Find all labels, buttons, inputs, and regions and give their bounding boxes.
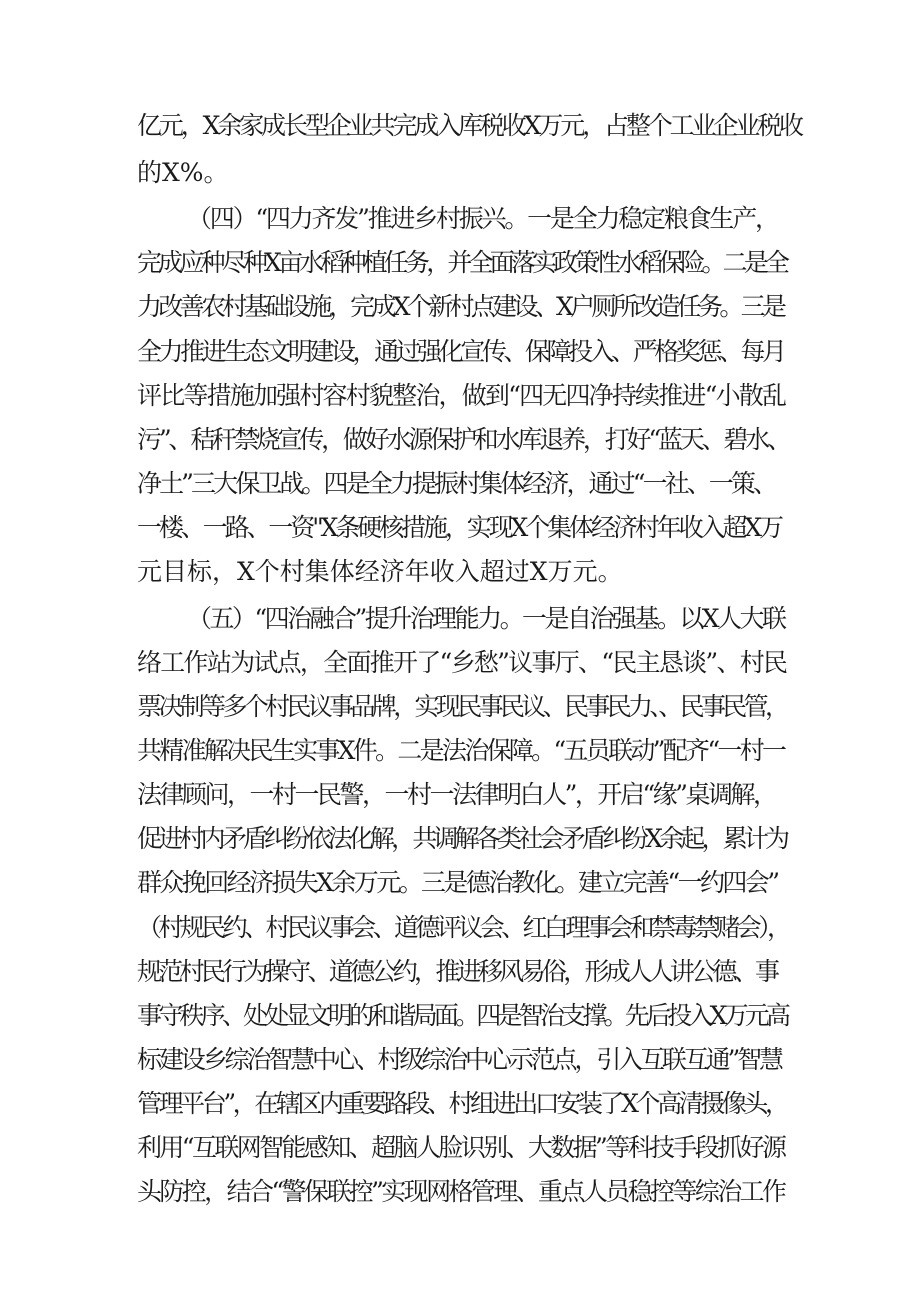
text-line bbox=[0, 861, 920, 905]
text-line bbox=[0, 817, 920, 861]
text-line bbox=[0, 1038, 920, 1082]
line-text: 评比等措施加强村容村貌整治，做到“四无四净持续推进“小散乱 bbox=[137, 381, 786, 410]
line-text: 群众挽回经济损失X余万元。三是德治教化。建立完善“一约四会” bbox=[137, 868, 778, 897]
line-text: 票决制等多个村民议事品牌，实现民事民议、民事民力、、民事民管， bbox=[137, 692, 787, 721]
line-text: 力改善农村基础设施，完成X个新村点建设、X户厕所改造任务。三是 bbox=[137, 292, 784, 321]
text-line bbox=[0, 550, 920, 594]
line-text: 亿元，X余家成长型企业共完成入库税收X万元，占整个工业企业税收 bbox=[137, 111, 801, 140]
line-text: 促进村内矛盾纠纷依法化解，共调解各类社会矛盾纠纷X余起，累计为 bbox=[137, 824, 787, 853]
text-line bbox=[0, 994, 920, 1038]
line-text: （五）“四治融合”提升治理能力。一是自治强基。以X人大联 bbox=[187, 604, 785, 633]
text-line bbox=[0, 462, 920, 506]
line-text: 规范村民行为操守、道德公约，推进移风易俗，形成人人讲公德、事 bbox=[137, 957, 777, 986]
line-text: 络工作站为试点，全面推开了“乡愁”议事厅、“民主恳谈”、村民 bbox=[137, 648, 787, 677]
text-line bbox=[0, 418, 920, 462]
text-line bbox=[0, 1170, 920, 1214]
line-text: 利用“互联网智能感知、超脑人脸识别、大数据”等科技手段抓好源 bbox=[137, 1133, 785, 1162]
line-text: 的X%。 bbox=[137, 158, 229, 187]
text-line bbox=[0, 950, 920, 994]
text-line bbox=[0, 729, 920, 773]
text-line bbox=[0, 906, 920, 950]
line-text: 法律顾问，一村一民警，一村一法律明白人”，开启“缘”桌调解， bbox=[137, 780, 776, 809]
text-line bbox=[0, 1126, 920, 1170]
line-text: 一楼、一路、一资"X条硬核措施，实现X个集体经济村年收入超X万 bbox=[137, 513, 781, 542]
paragraph-heading-line bbox=[0, 597, 920, 641]
text-line bbox=[0, 104, 920, 148]
text-line bbox=[0, 773, 920, 817]
line-text: 全力推进生态文明建设，通过强化宣传、保障投入、严格奖惩、每月 bbox=[137, 337, 784, 366]
line-text: （四）“四力齐发”推进乡村振兴。一是全力稳定粮食生产， bbox=[187, 204, 778, 233]
paragraph-heading-line bbox=[0, 197, 920, 241]
text-line bbox=[0, 151, 920, 195]
text-line bbox=[0, 330, 920, 374]
text-line bbox=[0, 241, 920, 285]
line-text: 污”、秸秆禁烧宣传，做好水源保护和水库退养，打好“蓝天、碧水、 bbox=[137, 425, 789, 454]
line-text: 事守秩序、处处显文明的和谐局面。四是智治支撑。先后投入X万元高 bbox=[137, 1001, 788, 1030]
line-text: 共精准解决民生实事X件。二是法治保障。“五员联动”配齐“一村一 bbox=[137, 736, 785, 765]
line-text: 完成应种尽种X亩水稻种植任务，并全面落实政策性水稻保险。二是全 bbox=[137, 248, 787, 277]
text-line bbox=[0, 1082, 920, 1126]
text-line bbox=[0, 374, 920, 418]
text-line bbox=[0, 685, 920, 729]
text-line bbox=[0, 285, 920, 329]
line-text: 头防控，结合“警保联控”实现网格管理、重点人员稳控等综治工作 bbox=[137, 1177, 785, 1206]
line-text: 标建设乡综治智慧中心、村级综治中心示范点，引入互联互通”智慧 bbox=[137, 1045, 781, 1074]
line-text: 净土”三大保卫战。四是全力提振村集体经济，通过“一社、一策、 bbox=[137, 469, 776, 498]
text-line bbox=[0, 641, 920, 685]
line-text: 元目标，X个村集体经济年收入超过X万元。 bbox=[137, 557, 623, 586]
line-text: （村规民约、村民议事会、道德评议会、红白理事会和禁毒禁赌会）， bbox=[137, 913, 789, 942]
text-line bbox=[0, 506, 920, 550]
line-text: 管理平台”，在辖区内重要路段、村组进出口安装了X个高清摄像头， bbox=[137, 1089, 787, 1118]
